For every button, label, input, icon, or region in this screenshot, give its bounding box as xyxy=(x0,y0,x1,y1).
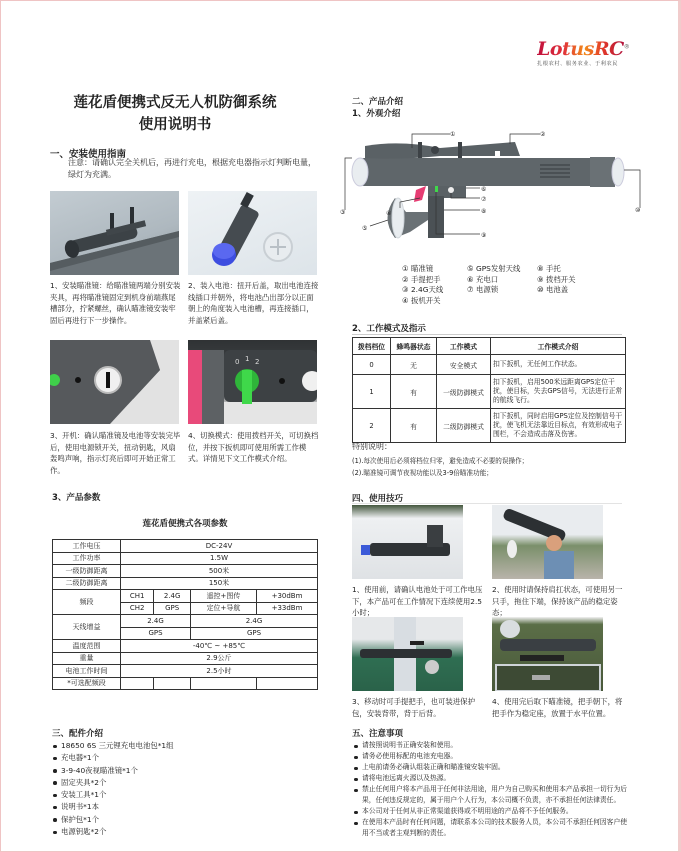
power-lock xyxy=(448,187,454,193)
param-cell: GPS xyxy=(121,627,191,640)
legend-item: ② 手提把手 xyxy=(402,274,441,284)
param-cell xyxy=(190,677,256,690)
trigger xyxy=(414,186,426,202)
divider xyxy=(352,334,622,335)
device-barrel xyxy=(360,158,615,186)
modes-heading: 2、工作模式及指示 xyxy=(352,324,426,334)
param-label: 重量 xyxy=(53,652,121,665)
mode-description: 扣下扳机，无任何工作状态。 xyxy=(491,355,626,375)
legend-item: ⑥ 充电口 xyxy=(467,274,499,284)
callout-6: ⑥ xyxy=(481,186,487,193)
param-value: 1.5W xyxy=(121,552,318,565)
tip-1-caption: 1、使用前，请确认电池处于可工作电压下，本产品可在工作情况下连续使用2.5小时； xyxy=(352,585,483,617)
param-label: 工作功率 xyxy=(53,552,121,565)
list-item: 安装工具*1个 xyxy=(52,789,322,801)
legend-item: ① 瞄准镜 xyxy=(402,264,434,273)
param-value: 2.5小时 xyxy=(121,665,318,678)
table-row xyxy=(53,677,318,690)
column-header: 工作模式介绍 xyxy=(491,338,626,355)
param-value: 500米 xyxy=(121,565,318,578)
battery-illustration xyxy=(188,191,317,275)
brand-logo xyxy=(537,38,630,67)
callout-9: ⑨ xyxy=(481,232,487,239)
table-header-row xyxy=(353,338,626,355)
table-row xyxy=(53,540,318,553)
title-line-2: 使用说明书 xyxy=(138,117,212,133)
callout-3: ③ xyxy=(340,209,346,216)
table-row xyxy=(353,375,626,409)
tip-4-caption: 4、使用完后取下瞄准镜，把手朝下，将把手作为稳定座，放置于水平位置。 xyxy=(492,697,623,718)
table-row xyxy=(53,640,318,653)
callout-5: ⑤ xyxy=(362,225,368,232)
param-cell: 2.4G xyxy=(190,615,317,628)
buzzer-state: 有 xyxy=(390,375,436,409)
device-illustration xyxy=(352,505,463,579)
param-cell: GPS xyxy=(154,602,191,615)
list-item: 请将电池远离火源以及热源。 xyxy=(353,773,629,784)
legend-item: ⑧ 手托 xyxy=(537,264,561,273)
carry-handle xyxy=(440,142,520,156)
logo-wordmark: LotusRC xyxy=(537,38,624,60)
mode-name: 一级防御模式 xyxy=(436,375,490,409)
storage-case-photo xyxy=(492,617,603,691)
callout-2: ② xyxy=(540,131,546,138)
shoulder-use-photo xyxy=(492,505,603,579)
battery-install-photo xyxy=(188,191,317,275)
mode-switch-photo xyxy=(188,340,317,424)
params-heading: 3、产品参数 xyxy=(52,493,101,503)
divider xyxy=(352,503,622,504)
list-item: 请按照说明书正确安装和使用。 xyxy=(353,740,629,751)
list-item: 保护包*1个 xyxy=(52,814,322,826)
list-item: 说明书*1本 xyxy=(52,801,322,813)
param-cell xyxy=(121,677,154,690)
params-table-title: 莲花盾便携式各项参数 xyxy=(142,519,228,529)
section1-note: 注意：请确认完全关机后，再进行充电，根据充电器指示灯判断电量，绿灯为充满。 xyxy=(68,158,316,179)
table-row xyxy=(53,590,318,603)
mode-switch-illustration xyxy=(188,340,317,424)
switch-label-0: 0 xyxy=(235,358,240,366)
logo-slogan: 扎根农村、服务农业、于利农民 xyxy=(537,61,619,67)
scope xyxy=(365,143,440,158)
step-2-caption: 2、装入电池：扭开后盖，取出电池连接线插口并朝外，将电池凸出部分以正面朝上的角度装入电池槽，再连接插口，并盖紧后盖。 xyxy=(188,281,319,325)
param-label: *可选配频段 xyxy=(53,677,121,690)
param-cell: +33dBm xyxy=(257,602,318,615)
callout-1: ① xyxy=(450,131,456,138)
legend-item: ⑦ 电源锁 xyxy=(467,285,499,294)
param-value: DC-24V xyxy=(121,540,318,553)
mode-name: 二级防御模式 xyxy=(436,409,490,443)
callout-8: ⑧ xyxy=(481,208,487,215)
param-value: -40℃ ~ +85℃ xyxy=(121,640,318,653)
table-row xyxy=(53,552,318,565)
param-cell xyxy=(257,677,318,690)
person-shoulder-illustration xyxy=(492,505,603,579)
list-item: 充电器*1个 xyxy=(52,752,322,764)
column-header: 工作模式 xyxy=(436,338,490,355)
callout-4: ④ xyxy=(386,210,392,217)
param-cell: +30dBm xyxy=(257,590,318,603)
document-title xyxy=(60,92,290,136)
buzzer-state: 有 xyxy=(390,409,436,443)
callout-10: ⑩ xyxy=(635,207,641,214)
device-diagram xyxy=(340,120,681,255)
callout-7: ⑦ xyxy=(481,196,487,203)
storage-case-illustration xyxy=(492,617,603,691)
switch-label-1: 1 xyxy=(245,355,250,363)
param-label: 工作电压 xyxy=(53,540,121,553)
table-row xyxy=(53,665,318,678)
param-label: 二级防御距离 xyxy=(53,577,121,590)
accessories-heading: 三、配件介绍 xyxy=(52,729,104,739)
special-note: (1).每次使用后必须将档位归零，避免造成不必要的误操作； xyxy=(352,457,529,465)
step-1-caption: 1、安装瞄准镜：给瞄准镜两端分别安装夹具，再将瞄准镜固定到机身前端燕尾槽部分，拧紧螺丝，确认瞄准镜安装牢固后再进行下一步操作。 xyxy=(50,281,181,325)
tips-heading: 四、使用技巧 xyxy=(352,494,404,504)
column-header: 拨档档位 xyxy=(353,338,391,355)
params-table xyxy=(52,539,318,690)
table-row xyxy=(353,409,626,443)
param-value: 2.9公斤 xyxy=(121,652,318,665)
title-line-1: 莲花盾便携式反无人机防御系统 xyxy=(73,95,277,111)
tip-2-caption: 2、使用时请保持肩扛状态，可使用另一只手，拖住下端，保持该产品的稳定姿态； xyxy=(492,585,623,617)
registered-mark: ® xyxy=(623,43,630,51)
table-row xyxy=(353,355,626,375)
param-label: 一级防御距离 xyxy=(53,565,121,578)
legend-item: ⑤ GPS发射天线 xyxy=(467,264,521,273)
special-notes xyxy=(352,455,528,479)
param-label: 频段 xyxy=(53,590,121,615)
mode-switch xyxy=(435,186,438,192)
step-4-caption: 4、切换模式：使用拨档开关，可切换档位，并按下扳机即可使用所需工作模式。详情见下文工作模式介绍。 xyxy=(188,431,319,463)
list-item: 禁止任何用户将本产品用于任何非法用途，用户为自己购买和使用本产品承担一切行为后果，任何违反规定的，属于用户个人行为，本公司概不负责，亦不承担任何法律责任。 xyxy=(353,784,629,806)
cautions-heading: 五、注意事项 xyxy=(352,729,404,739)
param-cell: 定位+导航 xyxy=(190,602,256,615)
param-cell: GPS xyxy=(190,627,317,640)
mode-position: 2 xyxy=(353,409,391,443)
power-key-photo xyxy=(50,340,179,424)
list-item: 固定夹具*2个 xyxy=(52,777,322,789)
person-carry-illustration xyxy=(352,617,463,691)
legend-item: ③ 2.4G天线 xyxy=(402,285,444,294)
param-label: 电池工作时间 xyxy=(53,665,121,678)
table-row xyxy=(53,652,318,665)
mode-position: 1 xyxy=(353,375,391,409)
param-cell: 2.4G xyxy=(154,590,191,603)
special-notes-title: 特别说明： xyxy=(352,442,392,451)
param-label: 温度范围 xyxy=(53,640,121,653)
param-label: 天线增益 xyxy=(53,615,121,640)
carry-handle-photo xyxy=(352,617,463,691)
param-cell: 遥控+图传 xyxy=(190,590,256,603)
battery-cover xyxy=(612,158,624,186)
list-item: 本公司对于任何从非正常渠道获得或不明用途的产品将不予任何服务。 xyxy=(353,806,629,817)
legend-item: ⑩ 电池盖 xyxy=(537,285,569,294)
list-item: 上电前请务必确认组装正确和瞄准镜安装牢固。 xyxy=(353,762,629,773)
front-cap xyxy=(352,158,368,186)
list-item: 请务必使用标配的电池充电器。 xyxy=(353,751,629,762)
list-item: 电源钥匙*2个 xyxy=(52,826,322,838)
param-cell: CH1 xyxy=(121,590,154,603)
scope-mount-photo xyxy=(50,191,179,275)
special-note: (2).瞄准镜可调节夜视功能以及3-9倍瞄准功能； xyxy=(352,469,493,477)
parts-legend xyxy=(402,264,597,306)
section2-heading: 二、产品介绍 xyxy=(352,97,404,107)
list-item: 3-9-40夜视瞄准镜*1个 xyxy=(52,765,322,777)
mode-description: 扣下扳机，同时启用GPS定位及控制信号干扰，使飞机无法靠近目标点，有效形成电子围栏，不会造成击落及伤害。 xyxy=(491,409,626,443)
list-item: 18650 6S 三元锂充电电池包*1组 xyxy=(52,740,322,752)
mode-description: 扣下扳机，启用500米远距离GPS定位干扰，使目标，失去GPS信号，无法进行正常的航线飞行。 xyxy=(491,375,626,409)
modes-table xyxy=(352,337,626,443)
buzzer-state: 无 xyxy=(390,355,436,375)
step-3-caption: 3、开机：确认瞄准镜及电池等安装完毕后，使用电源锁开关，扭动钥匙，风扇轰鸣声响，指示灯亮后即可开始正常工作。 xyxy=(50,431,181,475)
tip-3-caption: 3、移动时可手提把手，也可装进保护包，安装背带，背于后背。 xyxy=(352,697,475,718)
column-header: 蜂鸣器状态 xyxy=(390,338,436,355)
scope-illustration xyxy=(50,191,179,275)
accessories-list xyxy=(52,740,322,838)
param-value: 150米 xyxy=(121,577,318,590)
mode-position: 0 xyxy=(353,355,391,375)
param-cell: 2.4G xyxy=(121,615,191,628)
list-item: 在使用本产品时有任何问题，请联系本公司的技术服务人员，本公司不承担任何因客户使用不当或者主观判断的责任。 xyxy=(353,817,629,839)
param-cell: CH2 xyxy=(121,602,154,615)
appearance-subheading: 1、外观介绍 xyxy=(352,109,401,119)
legend-item: ④ 扳机开关 xyxy=(402,295,441,305)
section1-heading: 一、安装使用指南 xyxy=(50,149,127,160)
table-row xyxy=(53,577,318,590)
switch-label-2: 2 xyxy=(255,358,260,366)
table-row xyxy=(53,615,318,628)
device-on-table-photo xyxy=(352,505,463,579)
table-row xyxy=(53,565,318,578)
param-cell xyxy=(154,677,191,690)
key-lock-illustration xyxy=(50,340,179,424)
mode-name: 安全模式 xyxy=(436,355,490,375)
cautions-list xyxy=(353,740,629,839)
legend-item: ⑨ 拨档开关 xyxy=(537,274,576,284)
